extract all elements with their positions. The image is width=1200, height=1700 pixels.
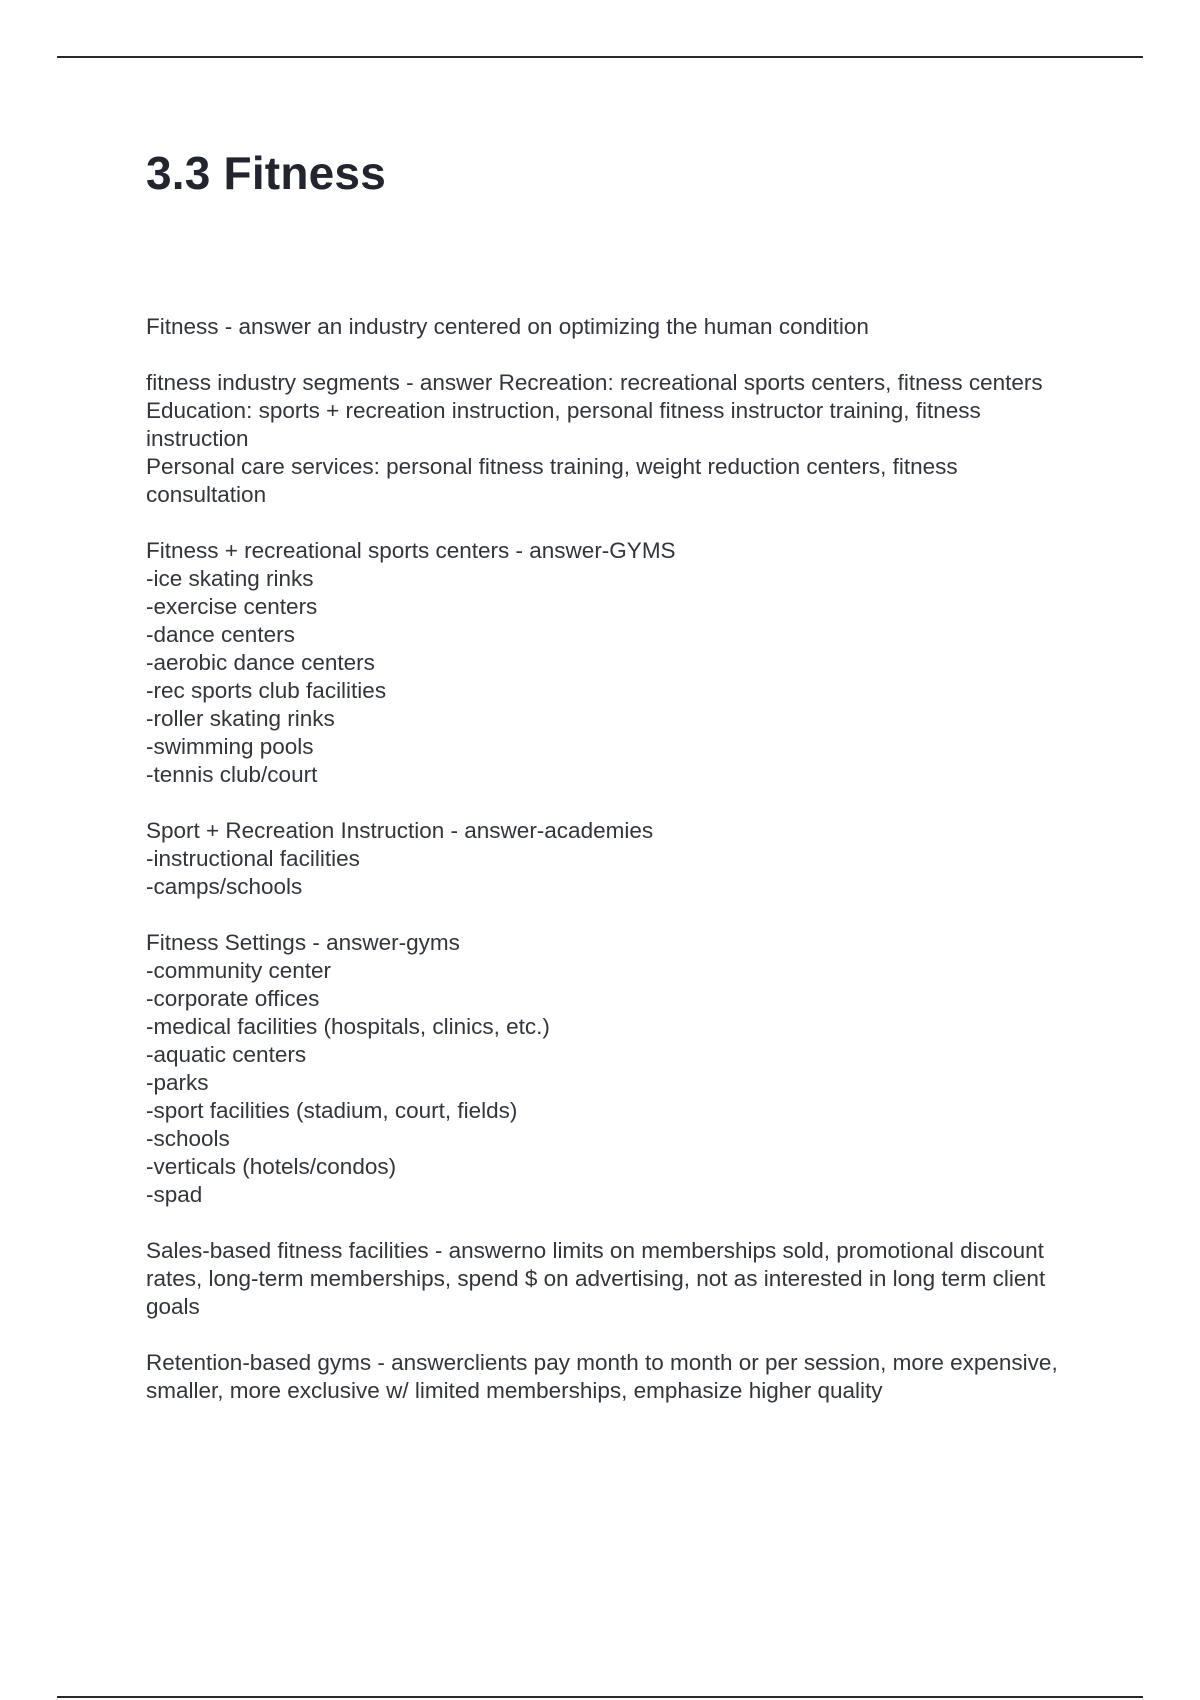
card-text: Retention-based gyms - answerclients pay month to month or per session, more expensive, smaller, more exclusive w/ limited memberships, emphasize higher quality: [146, 1350, 1058, 1403]
page-title: 3.3 Fitness: [146, 147, 386, 199]
list-item: -dance centers: [146, 622, 295, 647]
list-item: -sport facilities (stadium, court, fields): [146, 1098, 518, 1123]
flashcard-content: [146, 313, 1076, 1433]
list-item: -tennis club/court: [146, 762, 318, 787]
card-sport-recreation-instruction: [146, 817, 1076, 901]
list-item: -exercise centers: [146, 594, 318, 619]
list-item: -medical facilities (hospitals, clinics, etc.): [146, 1014, 550, 1039]
list-item: -verticals (hotels/condos): [146, 1154, 397, 1179]
list-item: -schools: [146, 1126, 230, 1151]
card-retention-based-gyms: [146, 1349, 1076, 1405]
list-item: -community center: [146, 958, 332, 983]
list-item: -roller skating rinks: [146, 706, 335, 731]
card-sales-based-facilities: [146, 1237, 1076, 1321]
card-recreational-sports-centers: [146, 537, 1076, 789]
card-text: Fitness + recreational sports centers - answer-GYMS: [146, 538, 676, 563]
list-item: -instructional facilities: [146, 846, 360, 871]
list-item: -spad: [146, 1182, 203, 1207]
list-item: -camps/schools: [146, 874, 303, 899]
card-text: Fitness - answer an industry centered on optimizing the human condition: [146, 314, 869, 339]
card-industry-segments: [146, 369, 1076, 509]
card-fitness-definition: [146, 313, 1076, 341]
card-text: Personal care services: personal fitness training, weight reduction centers, fitness consultation: [146, 454, 958, 507]
card-text: Fitness Settings - answer-gyms: [146, 930, 460, 955]
list-item: -rec sports club facilities: [146, 678, 387, 703]
card-text: Education: sports + recreation instruction, personal fitness instructor training, fitness instruction: [146, 398, 981, 451]
list-item: -aquatic centers: [146, 1042, 307, 1067]
card-text: Sport + Recreation Instruction - answer-academies: [146, 818, 654, 843]
list-item: -ice skating rinks: [146, 566, 314, 591]
card-fitness-settings: [146, 929, 1076, 1209]
list-item: -parks: [146, 1070, 209, 1095]
card-text: Sales-based fitness facilities - answerno limits on memberships sold, promotional discount rates, long-term memberships, spend $ on advertising, not as interested in long term client goals: [146, 1238, 1046, 1319]
list-item: -corporate offices: [146, 986, 320, 1011]
card-text: fitness industry segments - answer Recreation: recreational sports centers, fitness centers: [146, 370, 1043, 395]
top-rule: [57, 56, 1143, 58]
bottom-rule: [57, 1696, 1143, 1698]
list-item: -aerobic dance centers: [146, 650, 375, 675]
list-item: -swimming pools: [146, 734, 314, 759]
